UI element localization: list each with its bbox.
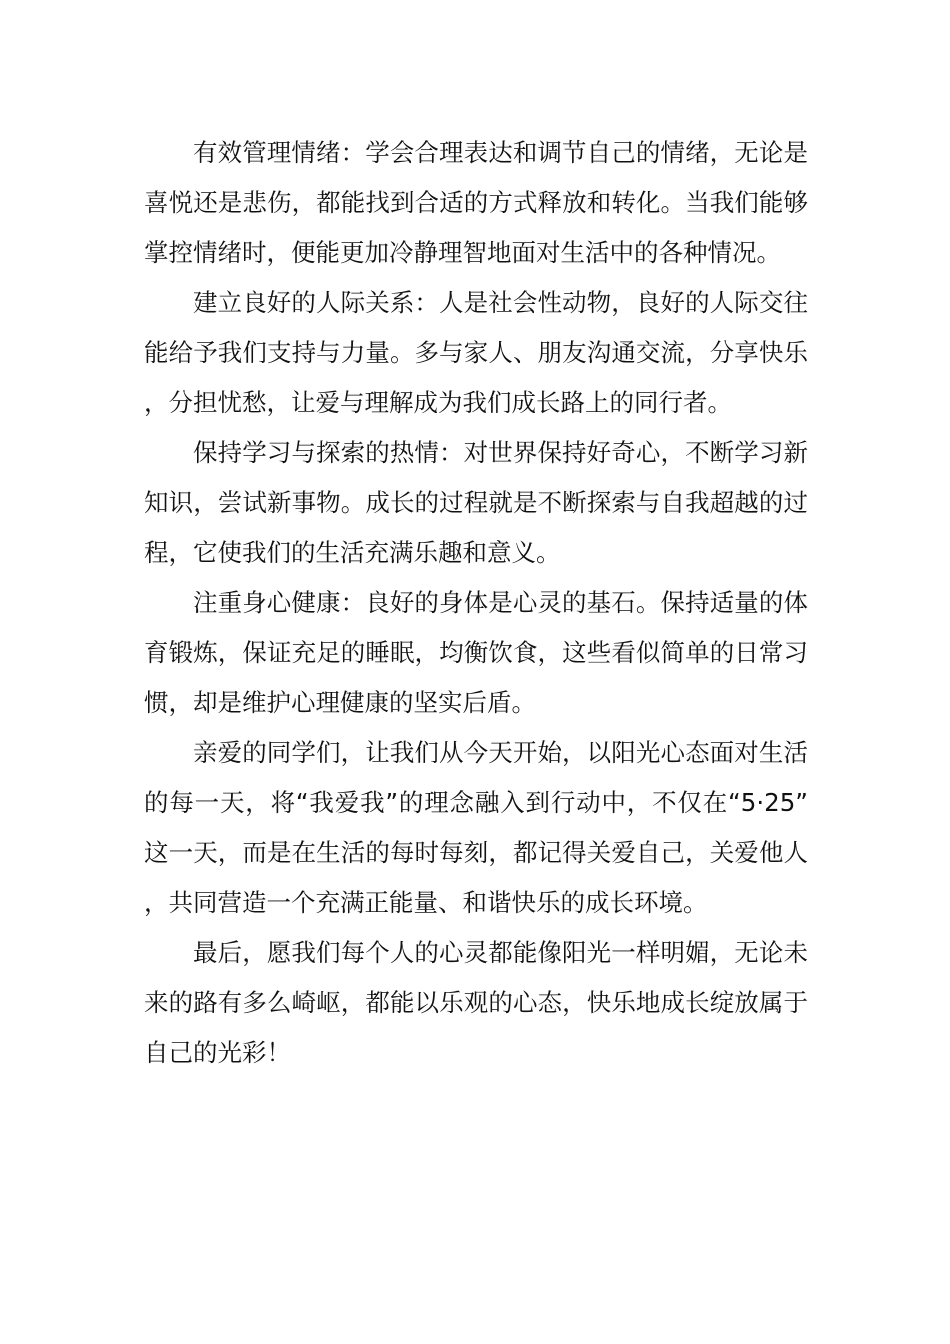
paragraph-call-to-action: 亲爱的同学们，让我们从今天开始，以阳光心态面对生活的每一天，将“我爱我”的理念融入到行动中，不仅在“5·25”这一天，而是在生活的每时每刻，都记得关爱自己，关爱他人，共同营造一个充满正能量、和谐快乐的成长环境。 — [144, 738, 808, 917]
paragraph-closing: 最后，愿我们每个人的心灵都能像阳光一样明媚，无论未来的路有多么崎岖，都能以乐观的心态，快乐地成长绽放属于自己的光彩！ — [144, 938, 808, 1067]
document-body — [144, 128, 808, 1078]
paragraph-manage-emotions: 有效管理情绪：学会合理表达和调节自己的情绪，无论是喜悦还是悲伤，都能找到合适的方式释放和转化。当我们能够掌控情绪时，便能更加冷静理智地面对生活中的各种情况。 — [144, 138, 808, 267]
paragraph-relationships: 建立良好的人际关系：人是社会性动物，良好的人际交往能给予我们支持与力量。多与家人、朋友沟通交流，分享快乐，分担忧愁，让爱与理解成为我们成长路上的同行者。 — [144, 288, 808, 417]
paragraph-health: 注重身心健康：良好的身体是心灵的基石。保持适量的体育锻炼，保证充足的睡眠，均衡饮食，这些看似简单的日常习惯，却是维护心理健康的坚实后盾。 — [144, 588, 808, 717]
paragraph-learning: 保持学习与探索的热情：对世界保持好奇心，不断学习新知识，尝试新事物。成长的过程就是不断探索与自我超越的过程，它使我们的生活充满乐趣和意义。 — [144, 438, 808, 567]
